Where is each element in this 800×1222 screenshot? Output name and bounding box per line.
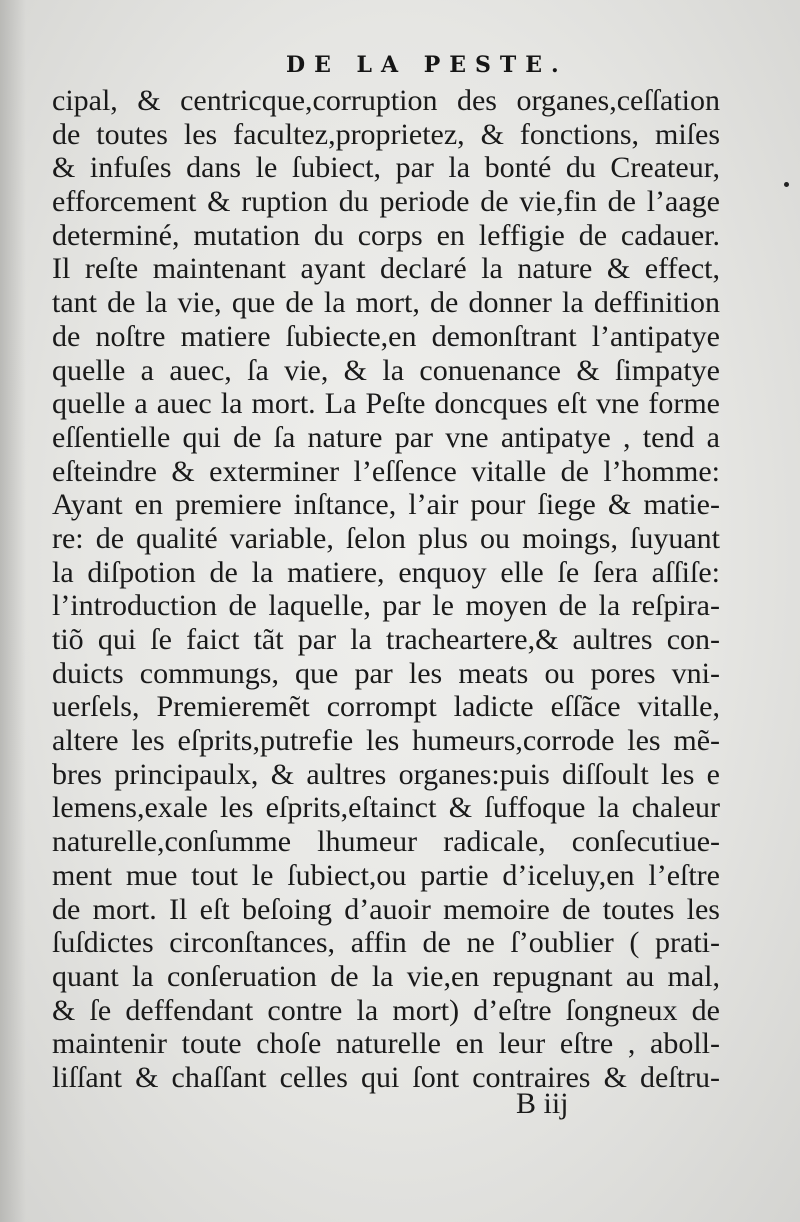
text-line: la diſpotion de la matiere, enquoy elle ſe ſera aſſiſe: — [52, 555, 720, 589]
text-line: liſſant & chaſſant celles qui ſont contraires & deſtru- — [52, 1060, 720, 1094]
text-line: altere les eſprits,putrefie les humeurs,corrode les mẽ- — [52, 724, 720, 758]
text-line: de mort. Il eſt beſoing d’auoir memoire de toutes les — [52, 892, 720, 926]
text-line: lemens,exale les eſprits,eſtainct & ſuffoque la chaleur — [52, 791, 720, 825]
text-line: quelle a auec, ſa vie, & la conuenance & ſimpatye — [52, 353, 720, 387]
text-line: tant de la vie, que de la mort, de donner la deffinition — [52, 286, 720, 320]
text-line: ment mue tout le ſubiect,ou partie d’iceluy,en l’eſtre — [52, 858, 720, 892]
text-line: duicts commungs, que par les meats ou pores vni- — [52, 656, 720, 690]
text-line: uerſels, Premieremẽt corrompt ladicte eſſãce vitalle, — [52, 690, 720, 724]
text-line: maintenir toute choſe naturelle en leur eſtre , aboll- — [52, 1027, 720, 1061]
signature-mark: B iij — [516, 1087, 569, 1120]
text-line: efforcement & ruption du periode de vie,fin de l’aage — [52, 185, 720, 219]
text-line: Il reſte maintenant ayant declaré la nature & effect, — [52, 252, 720, 286]
text-line: naturelle,conſumme lhumeur radicale, conſecutiue- — [52, 825, 720, 859]
text-line: tiõ qui ſe faict tãt par la tracheartere,& aultres con- — [52, 623, 720, 656]
text-line: Ayant en premiere inſtance, l’air pour ſiege & matie- — [52, 488, 720, 522]
text-line: & ſe deffendant contre la mort) d’eſtre ſongneux de — [52, 993, 720, 1027]
text-line: quelle a auec la mort. La Peſte doncques eſt vne forme — [52, 387, 720, 421]
text-line: determiné, mutation du corps en leffigie de cadauer. — [52, 218, 720, 252]
text-line: ſuſdictes circonſtances, affin de ne ſ’oublier ( prati- — [52, 926, 720, 960]
text-line: de toutes les facultez,proprietez, & fonctions, miſes — [52, 117, 720, 151]
text-line: quant la conſeruation de la vie,en repugnant au mal, — [52, 959, 720, 993]
ink-speck — [784, 182, 789, 187]
running-head: DE LA PESTE. — [286, 52, 568, 78]
text-line: eſteindre & exterminer l’eſſence vitalle de l’homme: — [52, 454, 720, 488]
text-line: eſſentielle qui de ſa nature par vne antipatye , tend a — [52, 420, 720, 454]
text-line: & infuſes dans le ſubiect, par la bonté du Createur, — [52, 151, 720, 185]
text-line: bres principaulx, & aultres organes:puis diſſoult les e — [52, 757, 720, 791]
text-block — [52, 84, 720, 1095]
text-line: re: de qualité variable, ſelon plus ou moings, ſuyuant — [52, 521, 720, 555]
text-line: cipal, & centricque,corruption des organes,ceſſation — [52, 84, 720, 117]
text-line: de noſtre matiere ſubiecte,en demonſtrant l’antipatye — [52, 319, 720, 353]
text-line: l’introduction de laquelle, par le moyen de la reſpira- — [52, 589, 720, 623]
